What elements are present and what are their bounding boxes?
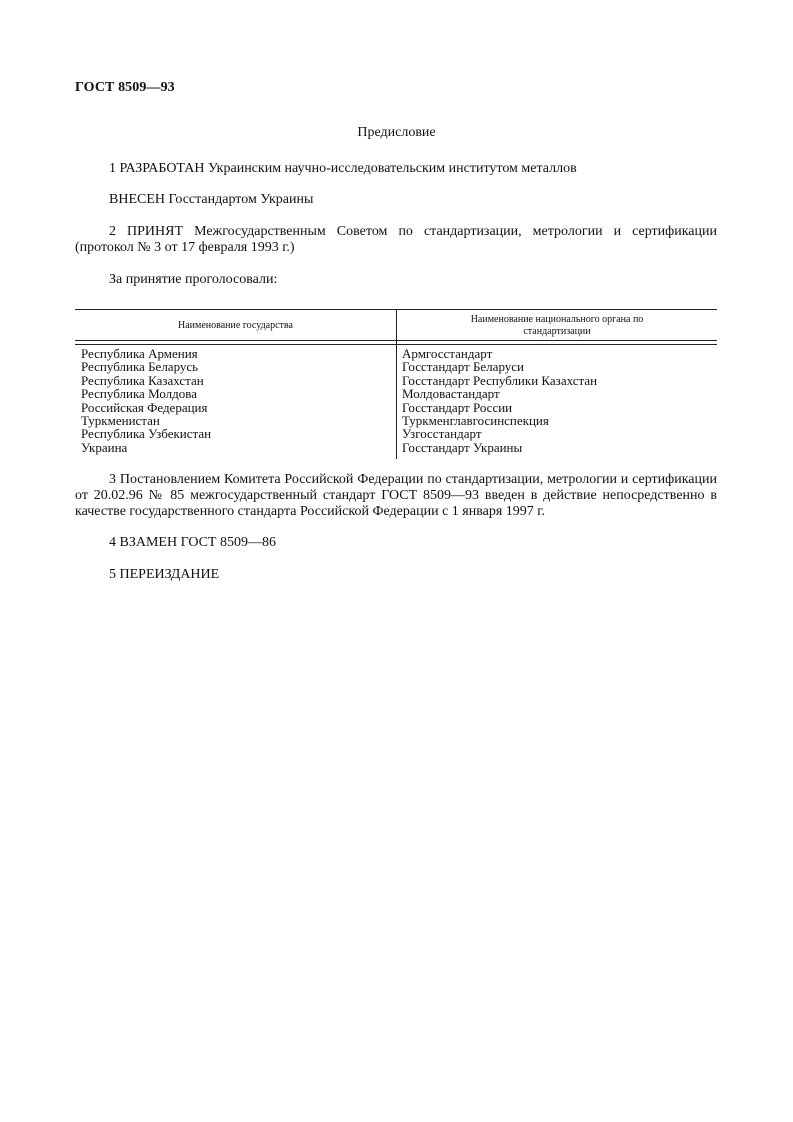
paragraph-voted-for: За принятие проголосовали: [109,272,278,287]
paragraph-developed-by: 1 РАЗРАБОТАН Украинским научно-исследовательским институтом металлов [109,161,577,176]
table-cell-body: Госстандарт России [402,399,513,415]
table-cell-state: Республика Беларусь [81,359,199,375]
table-cell-body: Госстандарт Беларуси [402,359,524,375]
paragraph-adopted-by: 2 ПРИНЯТ Межгосударственным Советом по стандартизации, метрологии и сертификации (протокол № 3 от 17 февраля 1993 г.) [75,224,717,255]
table-header-body [397,311,717,341]
table-cell-body: Узгосстандарт [402,426,482,442]
table-cell-state: Республика Молдова [81,386,197,402]
table-cell-body: Молдовастандарт [402,386,500,402]
table-column-bodies [402,347,712,454]
table-header-state-label: Наименование государства [178,319,293,331]
table-column-states [81,347,391,454]
paragraph-introduced-by: ВНЕСЕН Госстандартом Украины [109,192,314,207]
table-cell-state: Туркменистан [81,413,160,429]
table-cell-body: Туркменглавгосинспекция [402,413,549,429]
section-title: Предисловие [357,125,436,140]
table-cell-state: Республика Казахстан [81,372,204,388]
table-cell-body: Госстандарт Республики Казахстан [402,372,598,388]
table-cell-body: Госстандарт Украины [402,439,523,455]
table-cell-state: Республика Узбекистан [81,426,212,442]
table-cell-state: Украина [81,439,128,455]
table-header-body-label: Наименование национального органа по стандартизации [470,314,644,337]
document-code: ГОСТ 8509—93 [75,80,175,95]
table-cell-state: Республика Армения [81,346,198,361]
table-cell-state: Российская Федерация [81,399,208,415]
paragraph-decree: 3 Постановлением Комитета Российской Федерации по стандартизации, метрологии и сертификации от 20.02.96 № 85 межгосударственный стандарт ГОСТ 8509—93 введен в действие непосредственно в качестве государственного стандарта Российской Федерации с 1 января 1997 г. [75,472,717,519]
table-header-state [75,309,396,341]
table-cell-body: Армгосстандарт [402,346,493,361]
voting-table [75,309,717,459]
paragraph-replaces: 4 ВЗАМЕН ГОСТ 8509—86 [109,535,276,550]
paragraph-reissue: 5 ПЕРЕИЗДАНИЕ [109,567,220,582]
